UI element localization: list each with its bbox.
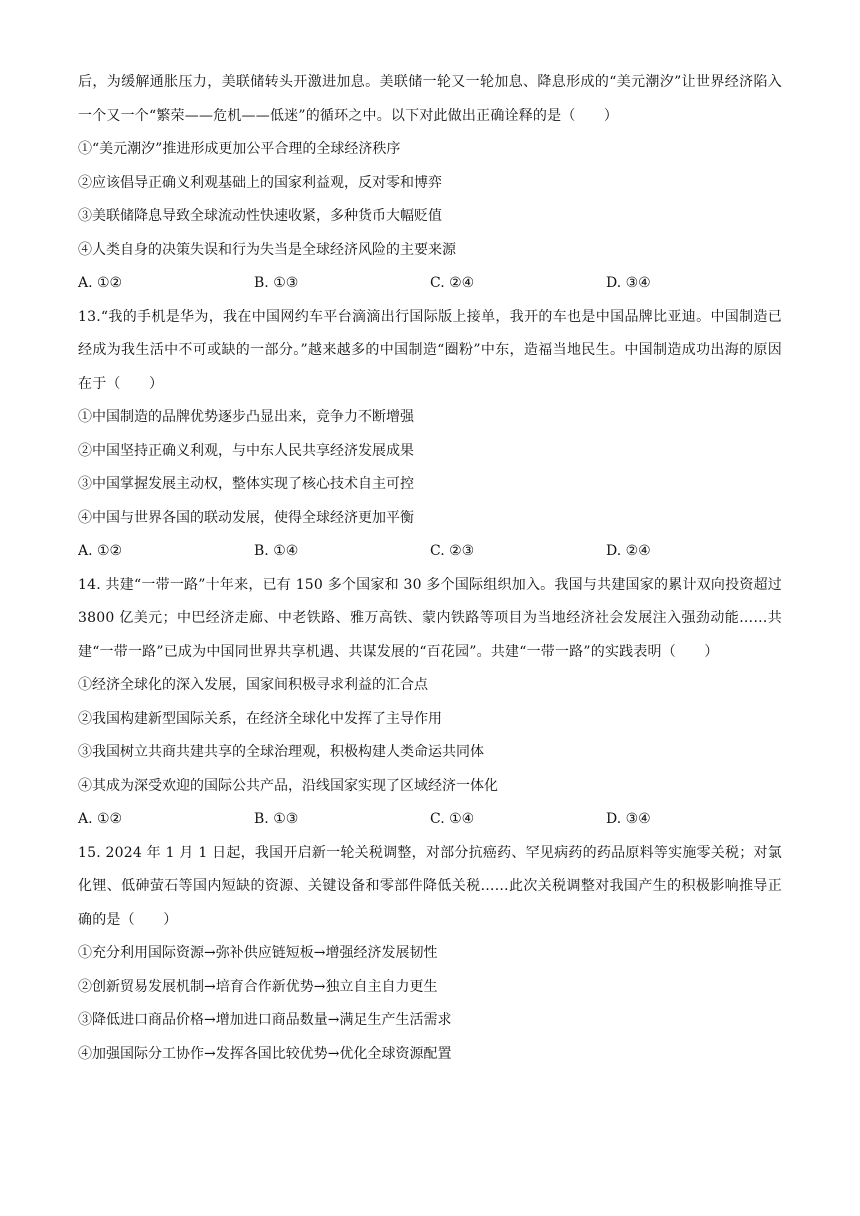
option-2: ②创新贸易发展机制→培育合作新优势→独立自主自力更生	[78, 978, 438, 995]
question-stem: 15. 2024 年 1 月 1 日起，我国开启新一轮关税调整，对部分抗癌药、罕见病药的药品原料等实施零关税；对氯化锂、低砷萤石等国内短缺的资源、关键设备和零部件降低关税……此次关税调整对我国产生的积极影响推导正确的是（ ）	[78, 844, 782, 928]
answer-b: B. ①③	[254, 811, 299, 827]
option-1: ①经济全球化的深入发展，国家间积极寻求利益的汇合点	[78, 677, 428, 693]
option-1: ①中国制造的品牌优势逐步凸显出来，竞争力不断增强	[78, 409, 414, 425]
answer-d: D. ②④	[606, 543, 651, 559]
answer-b: B. ①③	[254, 275, 299, 291]
question-stem: 后，为缓解通胀压力，美联储转头开激进加息。美联储一轮又一轮加息、降息形成的“美元潮汐”让世界经济陷入一个又一个“繁荣——危机——低迷”的循环之中。以下对此做出正确诠释的是（ ）	[78, 74, 782, 124]
answer-a: A. ①②	[78, 543, 123, 559]
answer-a: A. ①②	[78, 275, 123, 291]
answer-d: D. ③④	[606, 275, 651, 291]
option-3: ③降低进口商品价格→增加进口商品数量→满足生产生活需求	[78, 1012, 452, 1028]
option-4: ④人类自身的决策失误和行为失当是全球经济风险的主要来源	[78, 241, 456, 258]
question-14	[78, 569, 782, 837]
answer-choices	[78, 803, 782, 837]
exam-page	[78, 66, 782, 1071]
option-3: ③美联储降息导致全球流动性快速收紧，多种货币大幅贬值	[78, 208, 442, 224]
question-15	[78, 837, 782, 1072]
answer-choices	[78, 535, 782, 569]
option-3: ③我国树立共商共建共享的全球治理观，积极构建人类命运共同体	[78, 744, 484, 760]
answer-a: A. ①②	[78, 811, 123, 827]
option-1: ①“美元潮汐”推进形成更加公平合理的全球经济秩序	[78, 141, 401, 157]
answer-c: C. ②④	[430, 275, 475, 291]
question-13	[78, 301, 782, 569]
question-stem: 14. 共建“一带一路”十年来，已有 150 多个国家和 30 多个国际组织加入。我国与共建国家的累计双向投资超过 3800 亿美元；中巴经济走廊、中老铁路、雅万高铁、蒙内铁路等项目为当地经济社会发展注入强劲动能……共建“一带一路”已成为中国同世界共享机遇、共谋发展的“百花园”。共建“一带一路”的实践表明（ ）	[78, 576, 782, 660]
option-2: ②中国坚持正确义利观，与中东人民共享经济发展成果	[78, 442, 414, 459]
option-1: ①充分利用国际资源→弥补供应链短板→增强经济发展韧性	[78, 945, 438, 961]
option-4: ④其成为深受欢迎的国际公共产品，沿线国家实现了区域经济一体化	[78, 777, 498, 794]
option-4: ④中国与世界各国的联动发展，使得全球经济更加平衡	[78, 509, 414, 526]
question-stem: 13.“我的手机是华为，我在中国网约车平台滴滴出行国际版上接单，我开的车也是中国品牌比亚迪。中国制造已经成为我生活中不可或缺的一部分。”越来越多的中国制造“圈粉”中东，造福当地民生。中国制造成功出海的原因在于（ ）	[78, 308, 782, 392]
answer-choices	[78, 267, 782, 301]
option-2: ②应该倡导正确义利观基础上的国家利益观，反对零和博弈	[78, 174, 442, 191]
question-12	[78, 66, 782, 301]
option-4: ④加强国际分工协作→发挥各国比较优势→优化全球资源配置	[78, 1045, 452, 1062]
option-2: ②我国构建新型国际关系，在经济全球化中发挥了主导作用	[78, 710, 442, 727]
answer-d: D. ③④	[606, 811, 651, 827]
option-3: ③中国掌握发展主动权，整体实现了核心技术自主可控	[78, 476, 414, 492]
answer-c: C. ①④	[430, 811, 475, 827]
answer-c: C. ②③	[430, 543, 475, 559]
answer-b: B. ①④	[254, 543, 299, 559]
